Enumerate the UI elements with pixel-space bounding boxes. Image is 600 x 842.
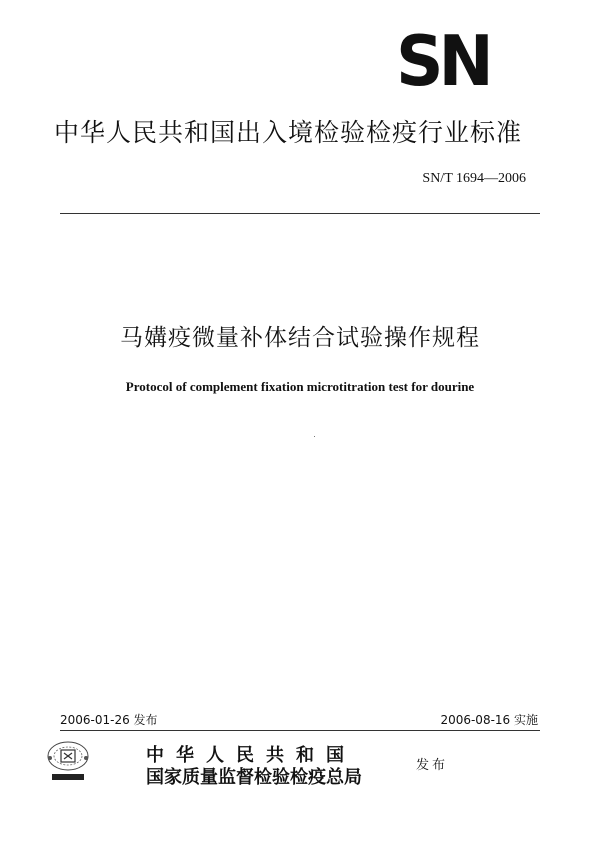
top-divider: [60, 213, 540, 214]
effective-date: 2006-08-16 实施: [440, 713, 538, 727]
standard-code: SN/T 1694—2006: [422, 171, 526, 186]
document-title-english: Protocol of complement fixation microtitration test for dourine: [125, 379, 475, 394]
publisher-country: 中华人民共和国: [146, 745, 356, 766]
bottom-divider: [60, 730, 540, 731]
issue-date: 2006-01-26 发布: [60, 713, 158, 727]
document-title-chinese: 马媾疫微量补体结合试验操作规程: [120, 325, 480, 351]
publish-label: 发布: [416, 758, 449, 773]
standard-category: 中华人民共和国出入境检验检疫行业标准: [54, 118, 523, 147]
anti-counterfeit-seal-icon: [40, 736, 96, 786]
publisher-block: [146, 745, 408, 789]
scan-speck: [314, 436, 315, 437]
sn-logo: SN: [396, 20, 489, 102]
publisher-agency: 国家质量监督检验检疫总局: [146, 767, 362, 788]
